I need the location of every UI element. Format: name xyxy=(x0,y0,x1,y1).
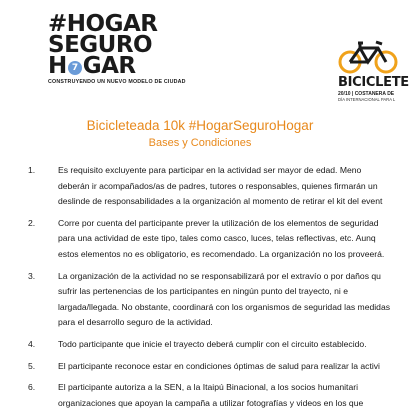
rule-number: 6. xyxy=(28,382,36,393)
rule-text-line: deslinde de responsabilidades a la organización al momento de retirar el kit del event xyxy=(58,196,383,207)
rule-text-line: para una actividad de este tipo, tales como casco, luces, telas reflectivas, etc. Aunq xyxy=(58,233,376,244)
rule-text-line: deberán ir acompañados/as de padres, tutores o responsables, quienes firmarán un xyxy=(58,180,378,191)
rule-item xyxy=(28,337,408,353)
rule-number: 1. xyxy=(28,165,36,175)
rule-text-line: Corre por cuenta del participante prever la utilización de los elementos de seguridad xyxy=(58,217,379,228)
rule-number: 4. xyxy=(28,338,36,349)
event-date-line: 20/10 | COSTANERA DE xyxy=(338,91,395,97)
document-title: Bicicleteada 10k #HogarSeguroHogar xyxy=(86,118,314,133)
logo-line-hashtag: #HOGAR xyxy=(48,11,158,37)
rule-item xyxy=(28,163,408,210)
rule-text-line: estos elementos no es obligatorio, es recomendado. La organización no los proveerá. xyxy=(58,248,385,259)
rule-number: 3. xyxy=(28,270,36,281)
logo-letter-h: H xyxy=(48,53,67,79)
rule-item xyxy=(28,216,408,263)
rule-number: 5. xyxy=(28,360,36,371)
bicicleteada-wordmark: BICICLETE xyxy=(338,75,409,90)
rule-text-line: organizaciones que apoyan la campaña a utilizar fotografías y videos en los que xyxy=(58,397,364,408)
logo-badge-seven: 7 xyxy=(68,61,82,75)
rule-number: 2. xyxy=(28,217,36,228)
rule-text-line: sufrir las pertenencias de los participantes en ningún punto del trayecto, ni e xyxy=(58,286,348,297)
rule-item xyxy=(28,380,408,411)
rule-text-line: Todo participante que inicie el trayecto deberá cumplir con el circuito establecido. xyxy=(58,338,367,349)
document-subtitle: Bases y Condiciones xyxy=(148,137,252,149)
rule-item xyxy=(28,269,408,331)
rule-text-line: Es requisito excluyente para participar en la actividad ser mayor de edad. Meno xyxy=(58,165,362,175)
event-day-line: DÍA INTERNACIONAL PARA L xyxy=(338,97,396,102)
rule-text-line: para el desarrollo seguro de la actividad. xyxy=(58,317,213,328)
logo-tagline: CONSTRUYENDO UN NUEVO MODELO DE CIUDAD xyxy=(48,79,186,85)
rule-text-line: El participante autoriza a la SEN, a la Itaipú Binacional, a los socios humanitari xyxy=(58,382,358,393)
logo-letters-gar: GAR xyxy=(82,53,136,79)
rule-text-line: El participante reconoce estar en condiciones óptimas de salud para realizar la activi xyxy=(58,360,380,371)
logo-line-hogar xyxy=(48,53,178,79)
rule-text-line: La organización de la actividad no se responsabilizará por el extravío o por daños qu xyxy=(58,270,381,281)
hogar-seguro-logo xyxy=(48,11,186,85)
bicicleteada-logo xyxy=(338,38,408,102)
rule-item xyxy=(28,359,408,375)
rule-text-line: largada/llegada. No obstante, coordinará con los organismos de seguridad las medidas xyxy=(58,301,391,312)
bicycle-icon xyxy=(338,38,400,74)
rules-list xyxy=(28,163,408,417)
logo-line-seguro: SEGURO xyxy=(48,32,153,58)
